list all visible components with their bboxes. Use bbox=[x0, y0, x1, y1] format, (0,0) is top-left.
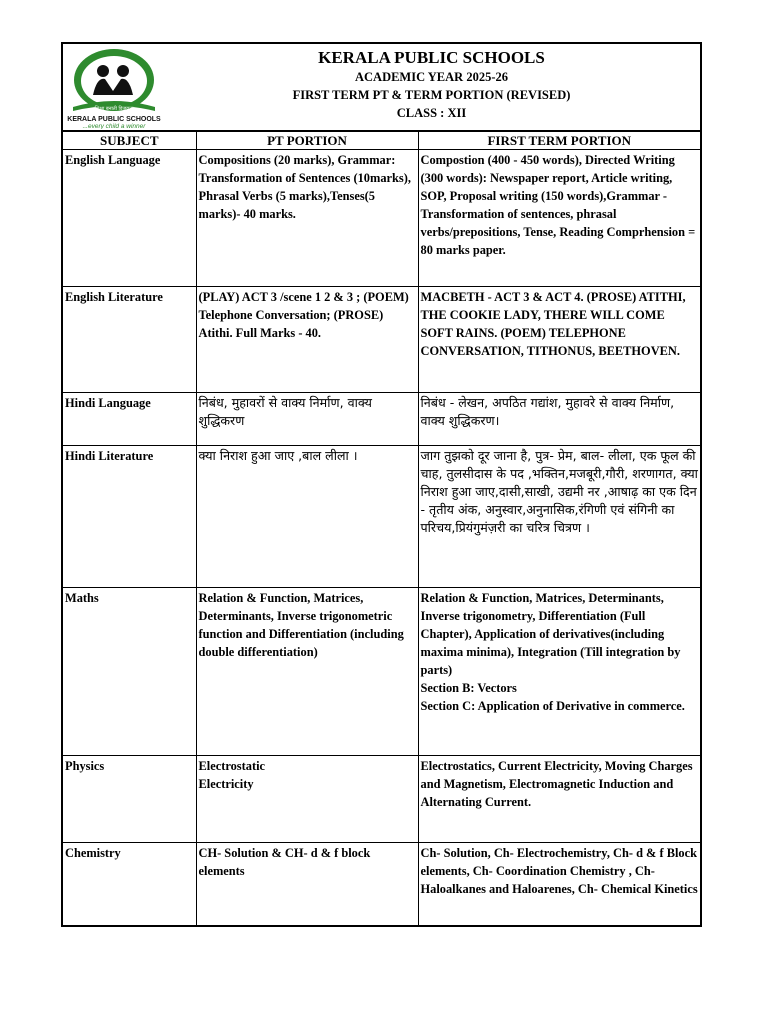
column-header-subject: SUBJECT bbox=[62, 132, 196, 150]
pt-portion-cell: निबंध, मुहावरों से वाक्य निर्माण, वाक्य शुद्धिकरण bbox=[196, 393, 418, 446]
class-label: CLASS : XII bbox=[396, 106, 467, 120]
column-header-first-term-portion: FIRST TERM PORTION bbox=[418, 132, 701, 150]
term-portion-cell: जाग तुझको दूर जाना है, पुत्र- प्रेम, बाल- लीला, एक फूल की चाह, तुलसीदास के पद ,भक्तिन,मजबूरी,गौरी, शरणागत, क्या निराश हुआ जाए,दासी,साखी, उद्यमी नर ,आषाढ़ का एक दिन - तृतीय अंक, अनुस्वार,अनुनासिक,रंगिणी एवं संगिनी का परिचय,प्रियंगुमंज़री का चरित्र चित्रण । bbox=[418, 446, 701, 588]
document bbox=[61, 42, 702, 927]
term-portion-cell: निबंध - लेखन, अपठित गद्यांश, मुहावरे से वाक्य निर्माण, वाक्य शुद्धिकरण। bbox=[418, 393, 701, 446]
svg-text:...every child a winner: ...every child a winner bbox=[82, 123, 146, 129]
school-logo bbox=[67, 47, 161, 129]
subject-cell: English Language bbox=[62, 150, 196, 287]
portion-table bbox=[61, 131, 702, 927]
pt-portion-cell: CH- Solution & CH- d & f block elements bbox=[196, 843, 418, 926]
pt-portion-cell: Electrostatic Electricity bbox=[196, 756, 418, 843]
table-row bbox=[62, 150, 701, 287]
term-title: FIRST TERM PT & TERM PORTION (REVISED) bbox=[292, 88, 571, 102]
term-portion-cell: Electrostatics, Current Electricity, Moving Charges and Magnetism, Electromagnetic Induction and Alternating Current. bbox=[418, 756, 701, 843]
subject-cell: Maths bbox=[62, 588, 196, 756]
header bbox=[61, 42, 702, 131]
academic-year: ACADEMIC YEAR 2025-26 bbox=[354, 70, 508, 84]
header-titles bbox=[163, 47, 700, 122]
table-header-row bbox=[62, 132, 701, 150]
term-portion-cell: Relation & Function, Matrices, Determinants, Inverse trigonometry, Differentiation (Full Chapter), Application of derivatives(including maxima minima), Integration (Till integration by parts) Section B: Vectors Section C: Application of Derivative in commerce. bbox=[418, 588, 701, 756]
school-name: KERALA PUBLIC SCHOOLS bbox=[318, 48, 545, 67]
table-row bbox=[62, 588, 701, 756]
term-portion-cell: Ch- Solution, Ch- Electrochemistry, Ch- d & f Block elements, Ch- Coordination Chemistry , Ch- Haloalkanes and Haloarenes, Ch- Chemical Kinetics bbox=[418, 843, 701, 926]
pt-portion-cell: (PLAY) ACT 3 /scene 1 2 & 3 ; (POEM) Telephone Conversation; (PROSE) Atithi. Full Marks - 40. bbox=[196, 287, 418, 393]
subject-cell: Hindi Language bbox=[62, 393, 196, 446]
subject-cell: Physics bbox=[62, 756, 196, 843]
svg-text:KERALA PUBLIC SCHOOLS: KERALA PUBLIC SCHOOLS bbox=[67, 116, 161, 123]
pt-portion-cell: Relation & Function, Matrices, Determinants, Inverse trigonometric function and Differentiation (including double differentiation) bbox=[196, 588, 418, 756]
svg-text:शिक्षा बनाती विजयता: शिक्षा बनाती विजयता bbox=[94, 106, 134, 112]
term-portion-cell: MACBETH - ACT 3 & ACT 4. (PROSE) ATITHI, THE COOKIE LADY, THERE WILL COME SOFT RAINS. (POEM) TELEPHONE CONVERSATION, TITHONUS, BEETHOVEN. bbox=[418, 287, 701, 393]
pt-portion-cell: क्या निराश हुआ जाए ,बाल लीला । bbox=[196, 446, 418, 588]
table-row bbox=[62, 446, 701, 588]
table-row bbox=[62, 393, 701, 446]
table-row bbox=[62, 843, 701, 926]
column-header-pt-portion: PT PORTION bbox=[196, 132, 418, 150]
term-portion-cell: Compostion (400 - 450 words), Directed Writing (300 words): Newspaper report, Article writing, SOP, Proposal writing (150 words),Grammar - Transformation of sentences, phrasal verbs/prepositions, Tense, Reading Comprhension = 80 marks paper. bbox=[418, 150, 701, 287]
pt-portion-cell: Compositions (20 marks), Grammar: Transformation of Sentences (10marks), Phrasal Verbs (5 marks),Tenses(5 marks)- 40 marks. bbox=[196, 150, 418, 287]
table-row bbox=[62, 287, 701, 393]
subject-cell: English Literature bbox=[62, 287, 196, 393]
table-row bbox=[62, 756, 701, 843]
subject-cell: Hindi Literature bbox=[62, 446, 196, 588]
subject-cell: Chemistry bbox=[62, 843, 196, 926]
